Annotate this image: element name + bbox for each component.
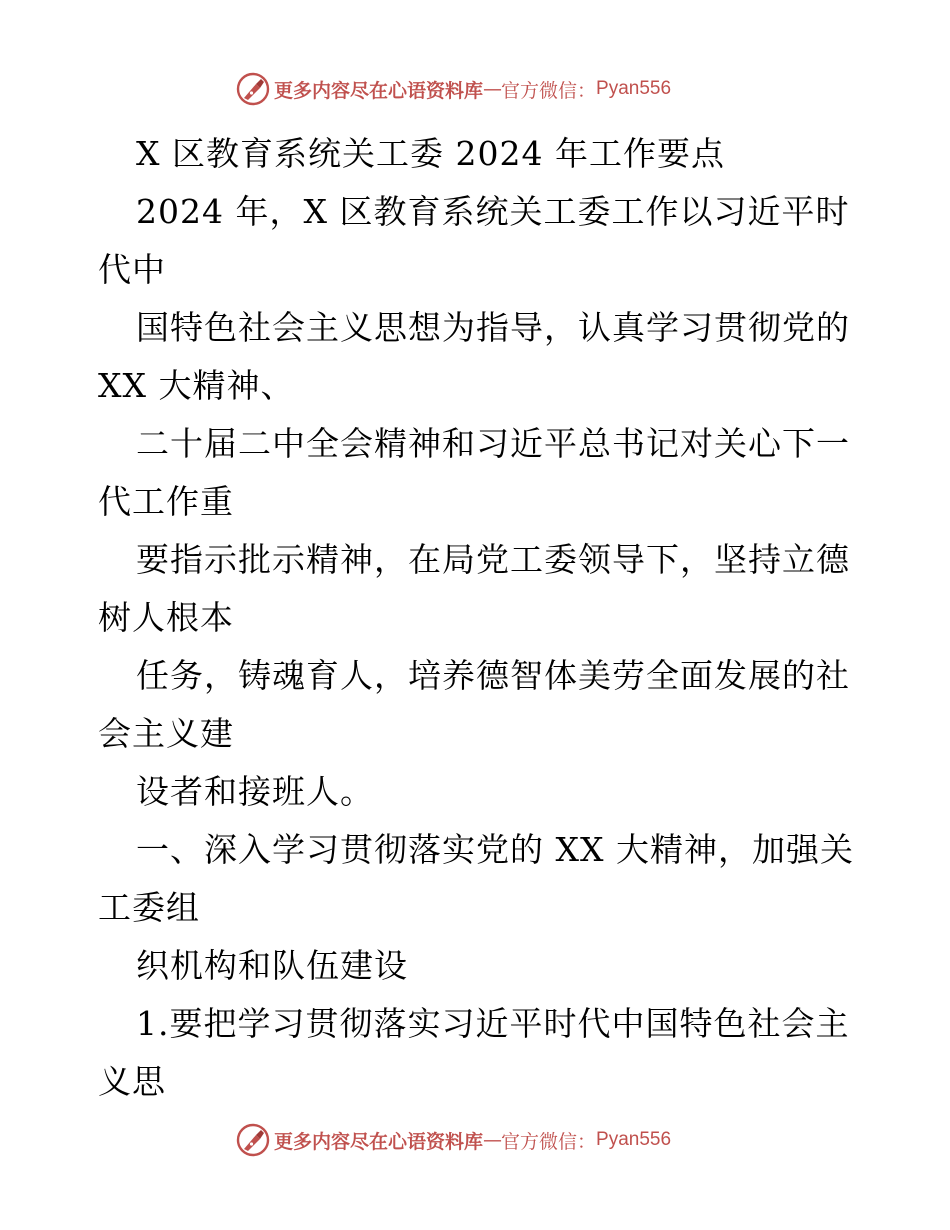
section-heading-continued: 织机构和队伍建设 [136,946,408,985]
section-heading-continued: 工委组 [98,888,200,927]
watermark-separator: — [483,78,502,100]
watermark-separator: — [483,1129,502,1151]
paragraph-line: 要指示批示精神，在局党工委领导下，坚持立德 [136,540,850,579]
watermark-wechat-id: Pyan556 [596,1129,672,1150]
pen-nib-logo-icon [236,1123,270,1157]
list-item: 1.要把学习贯彻落实习近平时代中国特色社会主 [136,1004,850,1043]
footer-watermark [236,1123,671,1157]
paragraph-line: 会主义建 [98,714,234,753]
paragraph-line: 树人根本 [98,598,234,637]
paragraph-line: 国特色社会主义思想为指导，认真学习贯彻党的 [136,308,850,347]
section-heading: 一、深入学习贯彻落实党的 XX 大精神，加强关 [136,830,854,869]
header-watermark [236,72,671,106]
paragraph-line: 设者和接班人。 [136,772,374,811]
watermark-wechat-id: Pyan556 [596,78,672,99]
paragraph-line: XX 大精神、 [98,366,295,405]
watermark-wechat-label: 官方微信： [501,79,597,102]
paragraph-line: 代中 [98,250,166,289]
watermark-main-text: 更多内容尽在心语资料库 [274,79,484,102]
paragraph-line: 代工作重 [98,482,234,521]
paragraph-line: 任务，铸魂育人，培养德智体美劳全面发展的社 [136,656,850,695]
watermark-main-text: 更多内容尽在心语资料库 [274,1130,484,1153]
document-body [98,125,858,1111]
document-title: X 区教育系统关工委 2024 年工作要点 [136,134,725,173]
paragraph-line: 二十届二中全会精神和习近平总书记对关心下一 [136,424,850,463]
list-item-continued: 义思 [98,1062,166,1101]
pen-nib-logo-icon [236,72,270,106]
watermark-wechat-label: 官方微信： [501,1130,597,1153]
paragraph-line: 2024 年，X 区教育系统关工委工作以习近平时 [136,192,850,231]
